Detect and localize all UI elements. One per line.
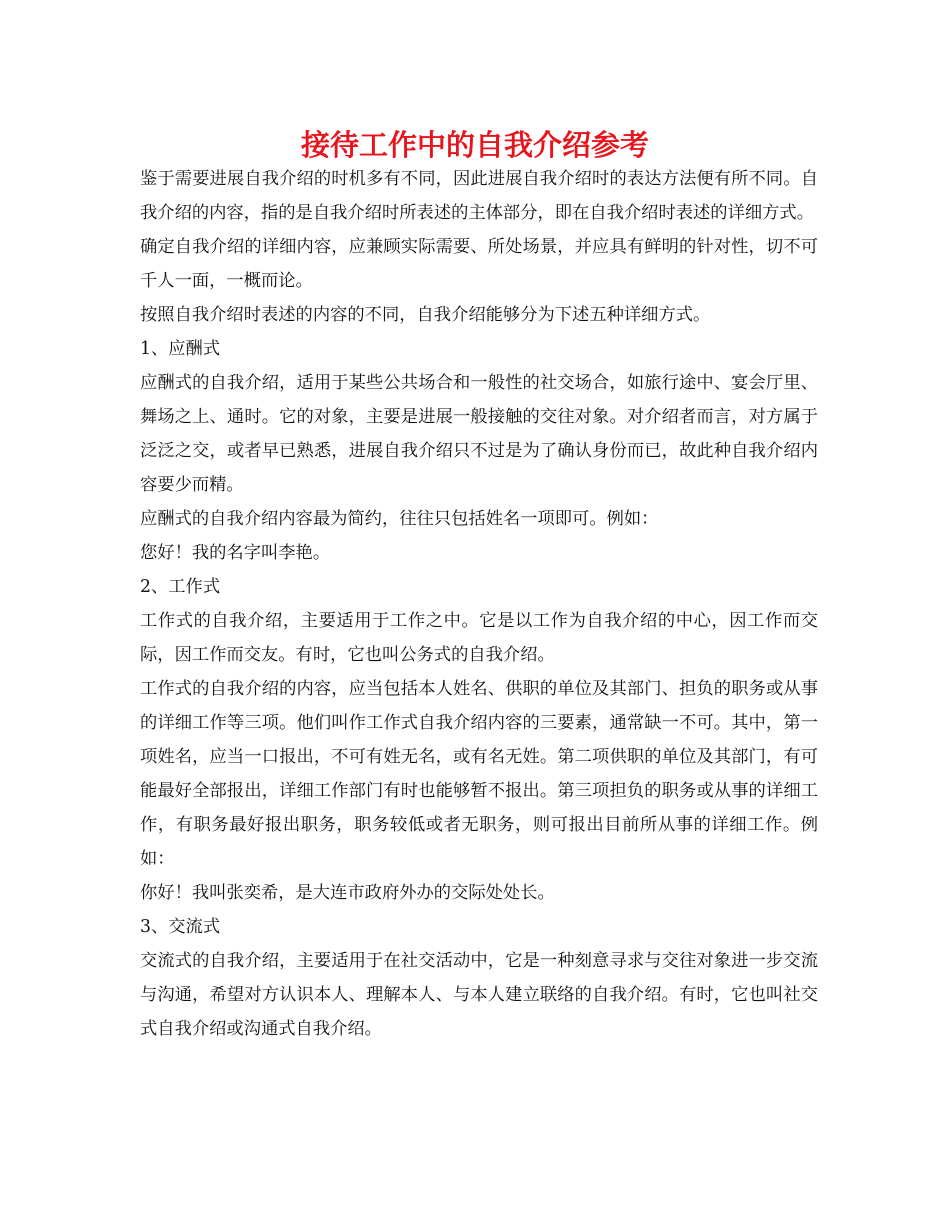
paragraph: 工作式的自我介绍的内容，应当包括本人姓名、供职的单位及其部门、担负的职务或从事的详细工作等三项。他们叫作工作式自我介绍内容的三要素，通常缺一不可。其中，第一项姓名，应当一口报出，不可有姓无名，或有名无姓。第二项供职的单位及其部门，有可能最好全部报出，详细工作部门有时也能够暂不报出。第三项担负的职务或从事的详细工作，有职务最好报出职务，职务较低或者无职务，则可报出目前所从事的详细工作。例如： [140,679,818,869]
paragraph: 确定自我介绍的详细内容，应兼顾实际需要、所处场景，并应具有鲜明的针对性，切不可千人一面，一概而论。 [140,237,818,291]
paragraph: 交流式的自我介绍，主要适用于在社交活动中，它是一种刻意寻求与交往对象进一步交流与沟通，希望对方认识本人、理解本人、与本人建立联络的自我介绍。有时，它也叫社交式自我介绍或沟通式自我介绍。 [140,951,818,1039]
document-body [140,162,818,1046]
paragraph: 应酬式的自我介绍，适用于某些公共场合和一般性的社交场合，如旅行途中、宴会厅里、舞场之上、通时。它的对象，主要是进展一般接触的交往对象。对介绍者而言，对方属于泛泛之交，或者早已熟悉，进展自我介绍只不过是为了确认身份而已，故此种自我介绍内容要少而精。 [140,373,818,495]
paragraph: 应酬式的自我介绍内容最为简约，往往只包括姓名一项即可。例如： [140,509,659,529]
paragraph: 工作式的自我介绍，主要适用于工作之中。它是以工作为自我介绍的中心，因工作而交际，因工作而交友。有时，它也叫公务式的自我介绍。 [140,611,818,665]
paragraph: 鉴于需要进展自我介绍的时机多有不同，因此进展自我介绍时的表达方法便有所不同。自我介绍的内容，指的是自我介绍时所表述的主体部分，即在自我介绍时表述的详细方式。 [140,169,818,223]
section-heading: 1、应酬式 [140,339,221,359]
section-heading: 2、工作式 [140,577,221,597]
paragraph: 按照自我介绍时表述的内容的不同，自我介绍能够分为下述五种详细方式。 [140,305,711,325]
section-heading: 3、交流式 [140,917,221,937]
document-title: 接待工作中的自我介绍参考 [300,128,649,162]
example-line: 你好！我叫张奕希，是大连市政府外办的交际处处长。 [140,883,555,903]
example-line: 您好！我的名字叫李艳。 [140,543,331,563]
